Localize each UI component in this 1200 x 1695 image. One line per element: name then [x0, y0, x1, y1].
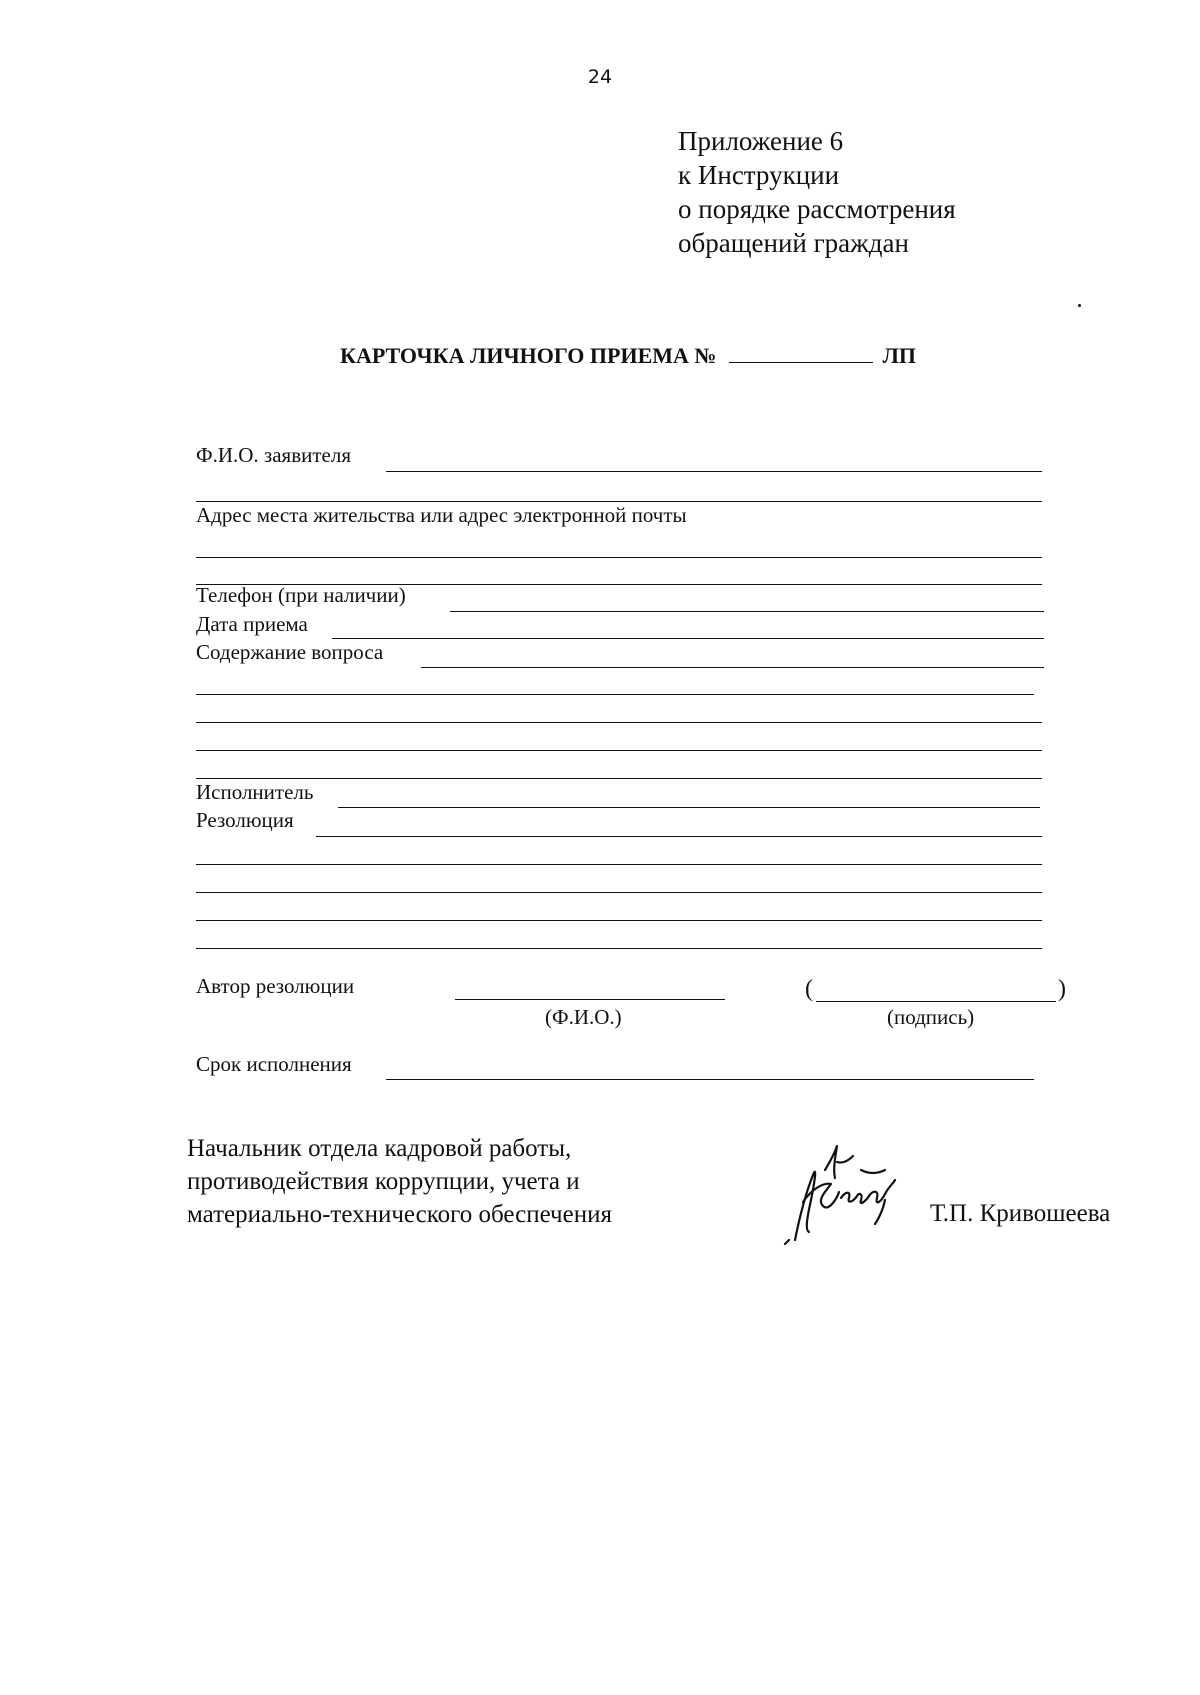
form-title-text: КАРТОЧКА ЛИЧНОГО ПРИЕМА №	[340, 343, 717, 368]
appendix-block	[678, 124, 956, 260]
appendix-line: к Инструкции	[678, 160, 840, 190]
phone-label: Телефон (при наличии)	[196, 583, 406, 607]
signature-caption: (подпись)	[887, 1005, 975, 1029]
content-line-2[interactable]	[196, 694, 1034, 695]
form-title	[340, 343, 916, 369]
signature-open-paren: (	[805, 976, 813, 1002]
content-line-4[interactable]	[196, 750, 1042, 751]
content-label: Содержание вопроса	[196, 640, 384, 664]
phone-line[interactable]	[450, 611, 1044, 612]
resolution-line-5[interactable]	[196, 948, 1042, 949]
applicant-name-line-2[interactable]	[196, 501, 1042, 502]
signee-name: Т.П. Кривошеева	[930, 1200, 1111, 1227]
resolution-line-4[interactable]	[196, 920, 1042, 921]
handwritten-signature	[765, 1140, 925, 1250]
signature-line[interactable]	[816, 1001, 1056, 1002]
content-line[interactable]	[421, 667, 1044, 668]
position-line: Начальник отдела кадровой работы,	[187, 1135, 572, 1162]
deadline-label: Срок исполнения	[196, 1052, 352, 1076]
scan-dot	[1078, 304, 1081, 307]
address-line[interactable]	[196, 557, 1042, 558]
signature-close-paren: )	[1058, 976, 1066, 1002]
deadline-line[interactable]	[386, 1079, 1034, 1080]
executor-line[interactable]	[338, 807, 1040, 808]
resolution-line[interactable]	[316, 836, 1042, 837]
appendix-line: обращений граждан	[678, 228, 909, 258]
appendix-line: о порядке рассмотрения	[678, 194, 956, 224]
date-label: Дата приема	[196, 612, 308, 636]
resolution-line-3[interactable]	[196, 892, 1042, 893]
page-number: 24	[587, 66, 613, 88]
position-line: противодействия коррупции, учета и	[187, 1168, 580, 1195]
date-line[interactable]	[332, 638, 1044, 639]
position-line: материально-технического обеспечения	[187, 1201, 612, 1228]
applicant-name-label: Ф.И.О. заявителя	[196, 443, 351, 467]
card-number-blank[interactable]	[729, 344, 873, 363]
content-line-3[interactable]	[196, 722, 1042, 723]
resolution-author-label: Автор резолюции	[196, 974, 355, 998]
resolution-label: Резолюция	[196, 808, 294, 832]
executor-label: Исполнитель	[196, 780, 314, 804]
fio-caption: (Ф.И.О.)	[545, 1005, 622, 1029]
signatory-position	[187, 1132, 612, 1231]
resolution-author-fio-line[interactable]	[455, 999, 725, 1000]
applicant-name-line[interactable]	[386, 471, 1042, 472]
appendix-line: Приложение 6	[678, 126, 844, 156]
address-label: Адрес места жительства или адрес электронной почты	[196, 503, 687, 527]
form-title-suffix: ЛП	[882, 343, 917, 368]
resolution-line-2[interactable]	[196, 864, 1042, 865]
content-line-5[interactable]	[196, 778, 1042, 779]
